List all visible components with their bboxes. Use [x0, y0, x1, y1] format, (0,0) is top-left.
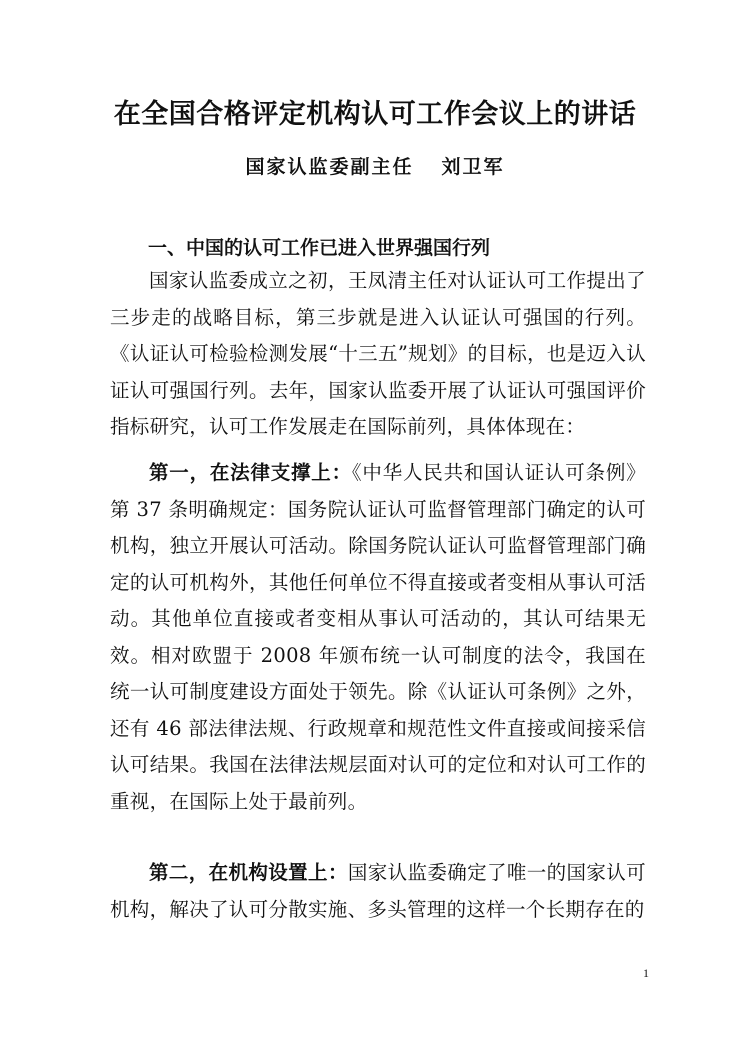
author-name: 刘卫军	[441, 156, 505, 178]
page-number: 1	[643, 966, 649, 980]
paragraph-text: 国家认监委确定了唯一的国家认可机构，解决了认可分散实施、多头管理的这样一个长期存在的	[110, 861, 646, 921]
paragraph-body	[110, 855, 646, 928]
paragraph-2	[110, 455, 646, 820]
author-line	[0, 152, 750, 179]
paragraph-lead: 第二，在机构设置上：	[149, 861, 348, 884]
paragraph-lead: 第一，在法律支撑上：	[149, 461, 352, 484]
paragraph-body	[110, 455, 646, 820]
paragraph-body	[110, 263, 646, 446]
document-title: 在全国合格评定机构认可工作会议上的讲话	[113, 99, 637, 130]
paragraph-text: 《中华人民共和国认证认可条例》第 37 条明确规定：国务院认证认可监督管理部门确定的认可机构，独立开展认可活动。除国务院认证认可监督管理部门确定的认可机构外，其他任何单位不得直接或者变相从事认可活动。其他单位直接或者变相从事认可活动的，其认可结果无效。相对欧盟于 2008 年颁布统一认可制度的法令，我国在统一认可制度建设方面处于领先。除《认证认可条例》之外，还有 46 部法律法规、行政规章和规范性文件直接或间接采信认可结果。我国在法律法规层面对认可的定位和对认可工作的重视，在国际上处于最前列。	[110, 461, 646, 813]
paragraph-3	[110, 855, 646, 928]
paragraph-1	[110, 263, 646, 446]
author-role: 国家认监委副主任	[245, 156, 414, 178]
section-heading: 一、中国的认可工作已进入世界强国行列	[148, 237, 491, 259]
paragraph-text: 国家认监委成立之初，王凤清主任对认证认可工作提出了三步走的战略目标，第三步就是进入认证认可强国的行列。《认证认可检验检测发展“十三五”规划》的目标，也是迈入认证认可强国行列。去年，国家认监委开展了认证认可强国评价指标研究，认可工作发展走在国际前列，具体体现在：	[110, 269, 646, 438]
